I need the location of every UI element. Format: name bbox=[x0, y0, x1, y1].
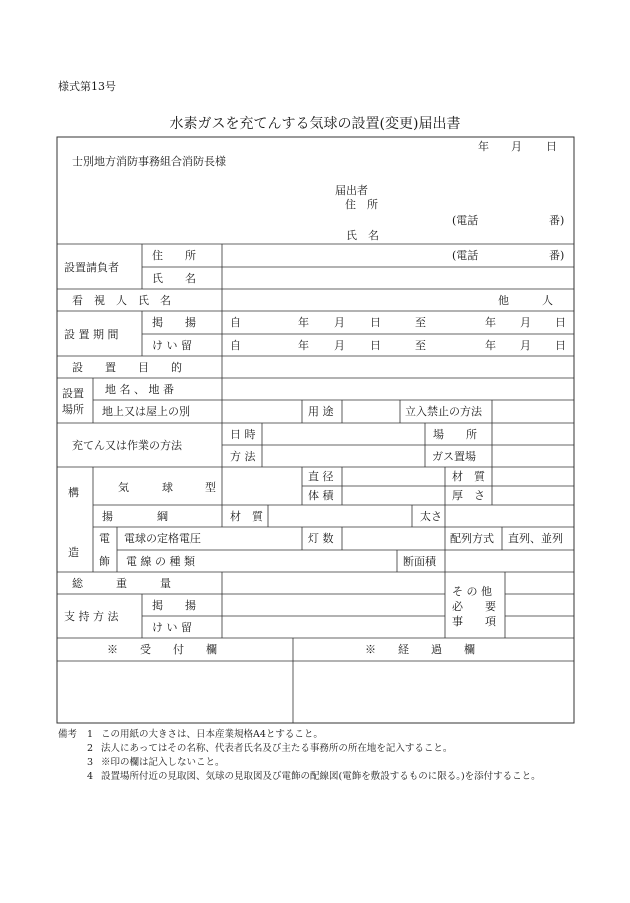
submitter-phone-open: (電話 bbox=[452, 214, 479, 227]
other-line3: 事 項 bbox=[452, 615, 496, 628]
period-raise-to-day: 日 bbox=[555, 316, 566, 329]
period-raise-from-day: 日 bbox=[370, 316, 381, 329]
note-number: 4 bbox=[87, 771, 94, 782]
note-text: ※印の欄は記入しないこと。 bbox=[101, 757, 225, 768]
period-raise-to-month: 月 bbox=[520, 316, 531, 329]
lighting-label-line1: 電 bbox=[99, 532, 110, 545]
lamp-count-label: 灯 数 bbox=[308, 532, 334, 545]
balloon-label: 気 球 bbox=[118, 481, 173, 494]
period-raise-from-month: 月 bbox=[334, 316, 345, 329]
filling-datetime-label: 日 時 bbox=[230, 428, 256, 441]
volume-label: 体 積 bbox=[308, 489, 334, 502]
filling-label: 充てん又は作業の方法 bbox=[72, 439, 182, 452]
submitter-phone-close: 番) bbox=[549, 214, 565, 227]
filling-method-label: 方 法 bbox=[230, 450, 256, 463]
period-moor-from-year: 年 bbox=[298, 339, 309, 352]
period-moor-from-month: 月 bbox=[334, 339, 345, 352]
period-label: 設 置 期 間 bbox=[64, 328, 119, 341]
other-line1: そ の 他 bbox=[452, 585, 492, 598]
watcher-label: 看 視 人 氏 名 bbox=[72, 294, 171, 307]
note-number: 2 bbox=[87, 743, 94, 754]
other-line2: 必 要 bbox=[452, 600, 496, 613]
filling-gas-storage-label: ガス置場 bbox=[432, 450, 476, 463]
header-year-label: 年 bbox=[478, 140, 489, 153]
form-number: 様式第13号 bbox=[58, 80, 116, 93]
support-label: 支 持 方 法 bbox=[64, 610, 119, 623]
notes-heading: 備考 bbox=[58, 729, 78, 740]
note-number: 3 bbox=[87, 757, 94, 768]
addressee: 士別地方消防事務組合消防長様 bbox=[72, 155, 226, 168]
filling-place-label: 場 所 bbox=[433, 428, 477, 441]
purpose-label: 設 置 目 的 bbox=[72, 361, 182, 374]
location-restricted-label: 立入禁止の方法 bbox=[405, 405, 482, 418]
diameter-label: 直 径 bbox=[308, 470, 334, 483]
support-moor-label: け い 留 bbox=[152, 621, 192, 634]
note-text: この用紙の大きさは、日本産業規格A4とすること。 bbox=[101, 729, 323, 740]
period-raise-label: 掲 揚 bbox=[152, 316, 196, 329]
note-text: 法人にあってはその名称、代表者氏名及び主たる事務所の所在地を記入すること。 bbox=[101, 743, 453, 754]
header-day-label: 日 bbox=[546, 140, 557, 153]
period-raise-to-year: 年 bbox=[485, 316, 496, 329]
period-raise-from: 自 bbox=[230, 316, 241, 329]
rope-label: 揚 綱 bbox=[102, 510, 168, 523]
structure-label-top: 構 bbox=[68, 486, 79, 499]
period-moor-to-day: 日 bbox=[555, 339, 566, 352]
header-month-label: 月 bbox=[511, 140, 522, 153]
balloon-type-label: 型 bbox=[205, 481, 216, 494]
lighting-label-line2: 飾 bbox=[99, 555, 110, 568]
note-text: 設置場所付近の見取図、気球の見取図及び電飾の配線図(電飾を敷設するものに限る。)を添付すること。 bbox=[101, 771, 541, 782]
total-weight-label: 総 重 量 bbox=[72, 577, 171, 590]
submitter-name-label: 氏 名 bbox=[346, 229, 379, 242]
structure-label-bottom: 造 bbox=[68, 546, 79, 559]
arrangement-label: 配列方式 bbox=[450, 532, 494, 545]
submitter-address-label: 住 所 bbox=[345, 198, 378, 211]
installer-phone-open: (電話 bbox=[452, 249, 479, 262]
location-label-line1: 設置 bbox=[62, 387, 84, 400]
location-label-line2: 場所 bbox=[62, 403, 84, 416]
progress-column-label: ※ 経 過 欄 bbox=[365, 643, 475, 656]
installer-name-label: 氏 名 bbox=[152, 272, 196, 285]
installer-phone-close: 番) bbox=[549, 249, 565, 262]
form-title: 水素ガスを充てんする気球の設置(変更)届出書 bbox=[169, 116, 461, 132]
installer-label: 設置請負者 bbox=[64, 261, 119, 274]
balloon-thickness-label: 厚 さ bbox=[452, 489, 485, 502]
received-column-label: ※ 受 付 欄 bbox=[107, 643, 217, 656]
location-ground-roof-label: 地上又は屋上の別 bbox=[102, 405, 190, 418]
watcher-others: 他 人 bbox=[498, 294, 553, 307]
location-use-label: 用 途 bbox=[308, 405, 334, 418]
period-raise-to: 至 bbox=[415, 316, 426, 329]
period-moor-from-day: 日 bbox=[370, 339, 381, 352]
arrangement-value: 直列、並列 bbox=[508, 532, 563, 545]
location-lot-label: 地 名 、 地 番 bbox=[105, 383, 174, 396]
installer-address-label: 住 所 bbox=[152, 249, 196, 262]
period-raise-from-year: 年 bbox=[298, 316, 309, 329]
support-raise-label: 掲 揚 bbox=[152, 599, 196, 612]
period-moor-to-month: 月 bbox=[520, 339, 531, 352]
rope-material-label: 材 質 bbox=[230, 510, 263, 523]
voltage-label: 電球の定格電圧 bbox=[124, 532, 201, 545]
period-moor-to-year: 年 bbox=[485, 339, 496, 352]
note-number: 1 bbox=[87, 729, 94, 740]
balloon-material-label: 材 質 bbox=[452, 470, 485, 483]
period-moor-label: け い 留 bbox=[152, 339, 192, 352]
cross-section-label: 断面積 bbox=[403, 555, 436, 568]
period-moor-to: 至 bbox=[415, 339, 426, 352]
wire-type-label: 電 線 の 種 類 bbox=[126, 555, 195, 568]
rope-thickness-label: 太さ bbox=[420, 510, 442, 523]
period-moor-from: 自 bbox=[230, 339, 241, 352]
submitter-label: 届出者 bbox=[335, 184, 368, 197]
